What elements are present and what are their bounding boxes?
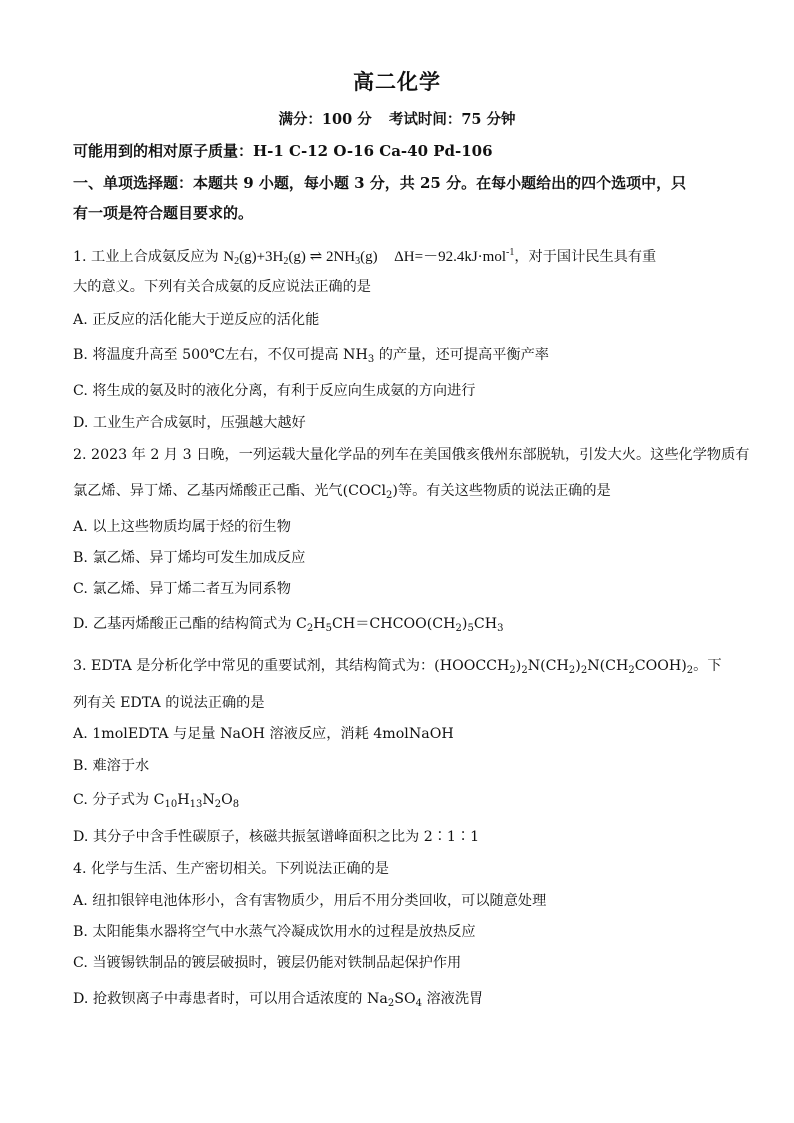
q2-stem-line2: 氯乙烯、异丁烯、乙基丙烯酸正己酯、光气(COCl$_2$)等。有关这些物质的说法正确的是 bbox=[73, 483, 611, 501]
exam-time: 考试时间：75 分钟 bbox=[388, 111, 516, 128]
page-title: 高二化学 bbox=[353, 69, 441, 94]
q1-option-c: C. 将生成的氨及时的液化分离，有利于反应向生成氨的方向进行 bbox=[73, 383, 476, 399]
q4-option-c: C. 当镀锡铁制品的镀层破损时，镀层仍能对铁制品起保护作用 bbox=[73, 955, 462, 971]
q4-option-b: B. 太阳能集水器将空气中水蒸气冷凝成饮用水的过程是放热反应 bbox=[73, 924, 476, 940]
q3-stem-line1: 3. EDTA 是分析化学中常见的重要试剂，其结构简式为：$(HOOCCH_2)_2N(CH_2)_2N(CH_2COOH)_2$。下 bbox=[73, 658, 722, 676]
q2-option-a: A. 以上这些物质均属于烃的衍生物 bbox=[73, 519, 291, 535]
q2-stem-line1: 2. 2023 年 2 月 3 日晚，一列运载大量化学品的列车在美国俄亥俄州东部脱轨，引发大火。这些化学物质有 bbox=[73, 447, 750, 463]
q3-option-c: C. 分子式为 $C_{10}H_{13}N_2O_8$ bbox=[73, 792, 240, 810]
q1-option-b: B. 将温度升高至 500℃左右，不仅可提高 $NH_3$ 的产量，还可提高平衡产率 bbox=[73, 347, 549, 365]
q4-option-d: D. 抢救钡离子中毒患者时，可以用合适浓度的 $Na_2SO_4$ 溶液洗胃 bbox=[73, 991, 484, 1009]
q1-stem-line1: 1. 工业上合成氨反应为 $N_2(g)+3H_2(g)$ ⇌ $2NH_3(g)$ ΔH=－92.4kJ·mol$^{-1}$，对于国计民生具有重 bbox=[73, 247, 657, 267]
q3-option-b: B. 难溶于水 bbox=[73, 758, 150, 774]
q3-stem-line2: 列有关 EDTA 的说法正确的是 bbox=[73, 695, 265, 711]
q1-option-a: A. 正反应的活化能大于逆反应的活化能 bbox=[73, 312, 320, 328]
section-heading-line1: 一、单项选择题：本题共 9 小题，每小题 3 分，共 25 分。在每小题给出的四个选项中，只 bbox=[73, 174, 687, 192]
q1-enthalpy: ΔH=－92.4kJ·mol$^{-1}$ bbox=[394, 247, 515, 265]
equilibrium-arrow-icon: ⇌ bbox=[309, 249, 323, 265]
q2-option-d: D. 乙基丙烯酸正己酯的结构简式为 $C_2H_5CH=CHCOO(CH_2)_5CH_3$ bbox=[73, 616, 504, 634]
q1-option-d: D. 工业生产合成氨时，压强越大越好 bbox=[73, 415, 306, 431]
q1-stem-line2: 大的意义。下列有关合成氨的反应说法正确的是 bbox=[73, 279, 371, 295]
q3-option-d: D. 其分子中含手性碳原子，核磁共振氢谱峰面积之比为 2∶1∶1 bbox=[73, 829, 480, 845]
exam-info bbox=[0, 108, 794, 129]
q2-option-c: C. 氯乙烯、异丁烯二者互为同系物 bbox=[73, 581, 291, 597]
q1-reaction: $N_2(g)+3H_2(g)$ ⇌ $2NH_3(g)$ bbox=[223, 249, 378, 267]
section-heading-line2: 有一项是符合题目要求的。 bbox=[73, 204, 254, 222]
q4-option-a: A. 纽扣银锌电池体形小，含有害物质少，用后不用分类回收，可以随意处理 bbox=[73, 893, 547, 909]
full-score: 满分：100 分 bbox=[278, 111, 372, 128]
q3-option-a: A. 1molEDTA 与足量 NaOH 溶液反应，消耗 4molNaOH bbox=[73, 726, 454, 742]
q4-stem: 4. 化学与生活、生产密切相关。下列说法正确的是 bbox=[73, 861, 389, 877]
atomic-mass-note: 可能用到的相对原子质量：H-1 C-12 O-16 Ca-40 Pd-106 bbox=[73, 142, 493, 160]
q2-option-b: B. 氯乙烯、异丁烯均可发生加成反应 bbox=[73, 550, 306, 566]
